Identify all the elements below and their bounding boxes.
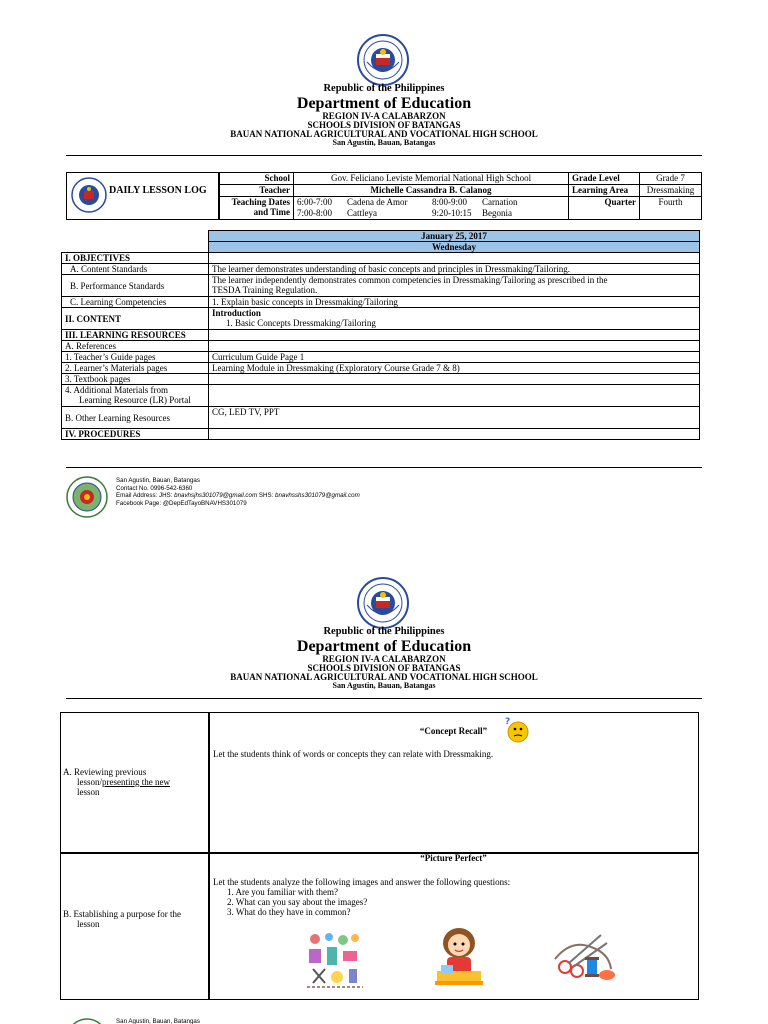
teacher-value: Michelle Cassandra B. Calanog — [294, 185, 569, 197]
content-standards-value: The learner demonstrates understanding of basic concepts and principles in Dressmaking/Tailoring. — [209, 264, 700, 275]
deped-logo-icon — [71, 177, 107, 213]
lesson-plan-table — [61, 230, 700, 440]
footer-contact: Contact No. 0996-542-6360 — [116, 484, 193, 492]
dll-logo-cell — [66, 172, 220, 220]
teachers-guide-label: 1. Teacher’s Guide pages — [62, 352, 209, 363]
competencies-value: 1. Explain basic concepts in Dressmaking/Tailoring — [209, 297, 700, 308]
division-heading-2: SCHOOLS DIVISION OF BATANGAS — [307, 663, 461, 673]
dll-title: DAILY LESSON LOG — [109, 185, 207, 196]
school-logo-icon-2 — [66, 1018, 108, 1024]
deped-seal-icon-2 — [357, 577, 409, 629]
performance-standards-label: B. Performance Standards — [62, 275, 209, 297]
question-2: 2. What can you say about the images? — [227, 897, 368, 907]
learners-materials-label: 2. Learner’s Materials pages — [62, 363, 209, 374]
footer-email: Email Address: JHS: bnavhsjhs301079@gmail.com SHS: bnavhsshs301079@gmail.com — [116, 492, 360, 499]
footer-address: San Agustin, Bauan, Batangas — [116, 477, 200, 484]
grade-label: Grade Level — [569, 173, 640, 185]
performance-standards-value: The learner independently demonstrates common competencies in Dressmaking/Tailoring as prescribed in the TESDA Training Regulation. — [209, 275, 700, 297]
content-standards-label: A. Content Standards — [62, 264, 209, 275]
region-heading: REGION IV-A CALABARZON — [322, 111, 446, 121]
procedure-a-label: A. Reviewing previous lesson/presenting the new lesson — [63, 767, 170, 797]
footer-divider — [66, 467, 702, 468]
school-heading: BAUAN NATIONAL AGRICULTURAL AND VOCATIONAL HIGH SCHOOL — [230, 129, 538, 139]
footer-facebook: Facebook Page: @DepEdTayoBNAVHS301079 — [116, 499, 247, 507]
schedule-cell: 6:00-7:00 Cadena de Amor 8:00-9:00 Carnation 7:00-8:00 Cattleya 9:20-10:15 Begonia — [294, 197, 569, 220]
quarter-label: Quarter — [569, 197, 640, 220]
girl-sewing-icon — [431, 925, 487, 989]
dates-label: Teaching Dates and Time — [219, 197, 294, 220]
scissors-thread-icon — [551, 929, 617, 983]
area-value: Dressmaking — [640, 185, 702, 197]
lesson-date: January 25, 2017 — [209, 231, 700, 242]
procedure-b-label-cell — [60, 852, 210, 1000]
quarter-value: Fourth — [640, 197, 702, 220]
header-divider — [66, 155, 702, 156]
procedures-heading: IV. PROCEDURES — [62, 429, 209, 440]
footer-text — [116, 477, 360, 507]
thinking-face-icon — [505, 715, 529, 743]
svg-text:?: ? — [505, 717, 511, 727]
school-value: Gov. Feliciano Leviste Memorial National High School — [294, 173, 569, 185]
concept-recall-text: Let the students think of words or concepts they can relate with Dressmaking. — [213, 749, 494, 759]
area-label: Learning Area — [569, 185, 640, 197]
region-heading-2: REGION IV-A CALABARZON — [322, 654, 446, 664]
address-heading: San Agustin, Bauan, Batangas — [332, 138, 436, 147]
procedure-a-content-cell — [208, 712, 699, 854]
question-1: 1. Are you familiar with them? — [227, 887, 338, 897]
objectives-heading: I. OBJECTIVES — [62, 253, 209, 264]
sewing-tools-icon — [305, 931, 365, 989]
picture-perfect-title: “Picture Perfect” — [420, 853, 487, 863]
republic-heading: Republic of the Philippines — [323, 83, 445, 94]
school-label: School — [219, 173, 294, 185]
division-heading: SCHOOLS DIVISION OF BATANGAS — [307, 120, 461, 130]
lesson-day: Wednesday — [209, 242, 700, 253]
learners-materials-value: Learning Module in Dressmaking (Exploratory Course Grade 7 & 8) — [209, 363, 700, 374]
picture-perfect-text: Let the students analyze the following images and answer the following questions: 1. Are you familiar with them? 2. What can you say about the images? 3. What do they have in common? — [213, 877, 511, 917]
competencies-label: C. Learning Competencies — [62, 297, 209, 308]
content-value: Introduction 1. Basic Concepts Dressmaking/Tailoring — [209, 308, 700, 330]
other-resources-label: B. Other Learning Resources — [62, 407, 209, 429]
dll-info-table — [218, 172, 702, 220]
procedure-b-label: B. Establishing a purpose for the lesson — [63, 909, 181, 929]
other-resources-value: CG, LED TV, PPT — [209, 407, 700, 429]
grade-value: Grade 7 — [640, 173, 702, 185]
republic-heading-2: Republic of the Philippines — [323, 626, 445, 637]
resources-heading: III. LEARNING RESOURCES — [62, 330, 209, 341]
concept-recall-title: “Concept Recall” — [419, 726, 488, 736]
procedure-b-content-cell — [208, 852, 699, 1000]
department-heading-2: Department of Education — [296, 638, 472, 655]
references-label: A. References — [62, 341, 209, 352]
content-heading: II. CONTENT — [62, 308, 209, 330]
school-logo-icon — [66, 476, 108, 518]
teacher-label: Teacher — [219, 185, 294, 197]
address-heading-2: San Agustin, Bauan, Batangas — [332, 681, 436, 690]
deped-seal-icon — [357, 34, 409, 86]
footer — [66, 474, 466, 522]
procedure-a-label-cell — [60, 712, 210, 854]
footer-2-address: San Agustin, Bauan, Batangas — [116, 1018, 200, 1024]
question-3: 3. What do they have in common? — [227, 907, 351, 917]
header-divider-2 — [66, 698, 702, 699]
school-heading-2: BAUAN NATIONAL AGRICULTURAL AND VOCATIONAL HIGH SCHOOL — [230, 672, 538, 682]
teachers-guide-value: Curriculum Guide Page 1 — [209, 352, 700, 363]
department-heading: Department of Education — [296, 95, 472, 112]
additional-materials-label: 4. Additional Materials from Learning Resource (LR) Portal — [62, 385, 209, 407]
textbook-label: 3. Textbook pages — [62, 374, 209, 385]
footer-2 — [66, 1014, 466, 1024]
